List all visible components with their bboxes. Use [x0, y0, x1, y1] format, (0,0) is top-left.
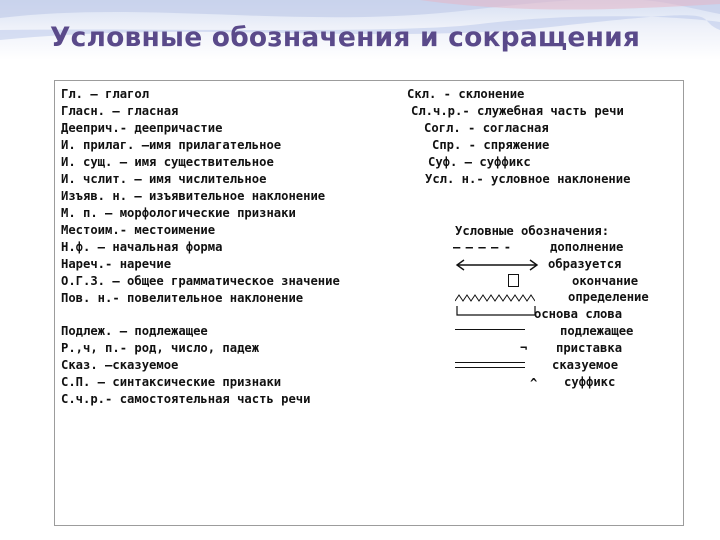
abbr-line-right: Усл. н.- условное наклонение: [425, 172, 631, 186]
single-line-icon: [455, 329, 525, 330]
abbr-line: Изъяв. н. – изъявительное наклонение: [61, 189, 326, 203]
abbr-line: И. чслит. – имя числительное: [61, 172, 267, 186]
abbr-line: Гласн. – гласная: [61, 104, 179, 118]
double-arrow-icon: [454, 259, 540, 271]
legend-label-pristavka: приставка: [556, 341, 623, 355]
double-line-icon: [455, 362, 525, 368]
bracket-icon: [456, 305, 536, 317]
abbr-line: Нареч.- наречие: [61, 257, 172, 271]
suffix-icon: ^: [530, 376, 538, 390]
prefix-icon: ¬: [520, 341, 528, 355]
abbr-line-right: Спр. - спряжение: [432, 138, 550, 152]
abbr-line: С.П. – синтаксические признаки: [61, 375, 282, 389]
abbr-line: И. прилаг. –имя прилагательное: [61, 138, 282, 152]
page-title: Условные обозначения и сокращения: [50, 22, 641, 53]
abbr-line-right: Согл. - согласная: [424, 121, 549, 135]
abbr-line-right: Суф. – суффикс: [428, 155, 531, 169]
abbr-line-right: Сл.ч.р.- служебная часть речи: [411, 104, 624, 118]
legend-label-opredelenie: определение: [568, 290, 649, 304]
abbr-line: Подлеж. – подлежащее: [61, 324, 208, 338]
abbr-line: И. сущ. – имя существительное: [61, 155, 274, 169]
abbr-line: С.ч.р.- самостоятельная часть речи: [61, 392, 311, 406]
abbr-line: Пов. н.- повелительное наклонение: [61, 291, 304, 305]
legend-label-dopolnenie: дополнение: [550, 240, 624, 254]
legend-label-obrazuetsya: образуется: [548, 257, 622, 271]
legend-label-skazuemoe: сказуемое: [552, 358, 619, 372]
abbr-line: Сказ. –сказуемое: [61, 358, 179, 372]
abbr-line: Местоим.- местоимение: [61, 223, 216, 237]
abbr-line: Гл. – глагол: [61, 87, 150, 101]
legend-heading: Условные обозначения:: [455, 224, 610, 238]
wavy-line-icon: [455, 293, 535, 303]
square-icon: [508, 274, 519, 287]
legend-label-podlezhashchee: подлежащее: [560, 324, 634, 338]
abbr-line: Дееприч.- деепричастие: [61, 121, 223, 135]
abbr-line: Р.,ч, п.- род, число, падеж: [61, 341, 260, 355]
legend-label-osnova: основа слова: [534, 307, 623, 321]
legend-label-suffiks: суффикс: [564, 375, 616, 389]
legend-label-okonchanie: окончание: [572, 274, 639, 288]
abbr-line: О.Г.З. – общее грамматическое значение: [61, 274, 340, 288]
abbr-line: М. п. – морфологические признаки: [61, 206, 296, 220]
abbr-line-right: Скл. - склонение: [407, 87, 525, 101]
abbr-line: Н.ф. – начальная форма: [61, 240, 223, 254]
dashed-line-icon: – – – – -: [453, 240, 511, 254]
